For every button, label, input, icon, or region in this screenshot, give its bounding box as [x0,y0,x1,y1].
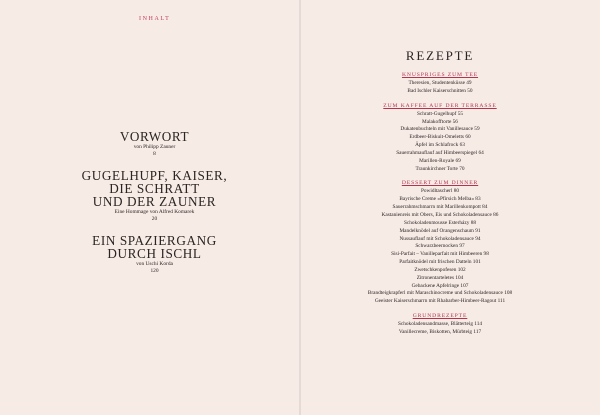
recipe-item[interactable]: Marillen-Royale 69 [419,157,461,164]
entry-author: von Philipp Zauner [133,144,176,150]
contents-entry-spaziergang[interactable] [72,234,237,275]
section-label-inhalt: INHALT [139,16,171,22]
entry-page-number: 20 [151,216,158,222]
recipe-item[interactable]: Gebackene Apfelringe 107 [411,282,469,289]
recipe-item[interactable]: Schokoladenmousse Esterházy 88 [403,219,477,226]
contents-entry-hommage[interactable] [72,169,237,223]
recipe-item[interactable]: Brandteigkrapferl mit Maraschinocreme und Schokoladensauce 108 [367,290,513,297]
entry-author: Eine Hommage von Alfred Komarek [114,209,195,215]
recipe-item[interactable]: Kastanienreis mit Obers, Eis und Schokoladensauce 86 [381,211,499,218]
recipe-item[interactable]: Äpfel im Schlafrock 63 [415,142,465,149]
recipe-item[interactable]: Dukatenbuchteln mit Vanillesauce 59 [400,126,480,133]
section-knuspriges [340,71,540,96]
recipe-item[interactable]: Schratt-Gugelhupf 55 [416,110,464,117]
recipe-item[interactable]: Nussauflauf mit Schokoladensauce 94 [399,235,481,242]
recipe-item[interactable]: Malakofftorte 56 [422,118,458,125]
section-heading: DESSERT ZUM DINNER [401,180,479,187]
section-zum-kaffee [340,102,540,174]
recipe-item[interactable]: Zwetschkenpofesen 102 [414,266,466,273]
recipe-item[interactable]: Traunkirchner Torte 70 [415,165,465,172]
section-heading: KNUSPRIGES ZUM TEE [401,72,479,78]
entry-title: EIN SPAZIERGANG DURCH ISCHL [92,233,217,261]
entry-page-number: 8 [153,151,156,157]
recipe-item[interactable]: Sauerrahmauflauf auf Himbeerspiegel 64 [396,149,484,156]
recipe-item[interactable]: Parfaitknödel mit frischen Datteln 101 [399,259,481,266]
recipe-item[interactable]: Schwarzbeernocken 97 [415,243,465,250]
recipe-item[interactable]: Mandelknödel auf Orangenschaum 91 [399,227,481,234]
recipe-item[interactable]: Schokoladensandmasse, Blätterteig 114 [397,321,483,328]
book-gutter [299,0,301,415]
recipe-item[interactable]: Theresien, Studentenküsse 49 [408,80,472,86]
section-grundrezepte [340,312,540,337]
entry-page-number: 120 [150,268,159,274]
recipe-item[interactable]: Sisi-Parfait – Vanilleparfait mit Himbeeren 98 [391,251,489,258]
section-heading: ZUM KAFFEE AUF DER TERRASSE [383,102,497,109]
recipe-item[interactable]: Sauerrahmschmarrn mit Marillenkompott 84 [392,204,488,211]
section-heading: GRUNDREZEPTE [412,313,468,320]
section-dessert [340,179,540,306]
recipe-item[interactable]: Zitronentarteletes 104 [416,274,464,281]
entry-title: GUGELHUPF, KAISER, DIE SCHRATT UND DER ZAUNER [81,168,228,209]
recipes-heading: REZEPTE [405,48,475,63]
recipe-item[interactable]: Powidltascherl 80 [420,188,460,195]
recipe-item[interactable]: Vanillecreme, Biskotten, Mürbteig 117 [398,328,482,335]
recipe-item[interactable]: Bayrische Creme »Pfirsich Melba« 83 [399,196,481,203]
contents-entry-vorwort[interactable] [72,130,237,158]
recipe-item[interactable]: Geeister Kaiserschmarrn mit Rhabarber-Himbeer-Ragout 111 [374,298,506,305]
entry-author: von Uschi Korda [136,261,173,267]
recipe-contents [340,48,540,343]
recipe-item[interactable]: Erdbeer-Biskuit-Omeletts 60 [409,134,471,141]
essay-contents [72,130,237,286]
entry-title: VORWORT [119,129,190,144]
recipe-item[interactable]: Bad Ischler Kaiserschnitten 50 [407,87,473,94]
